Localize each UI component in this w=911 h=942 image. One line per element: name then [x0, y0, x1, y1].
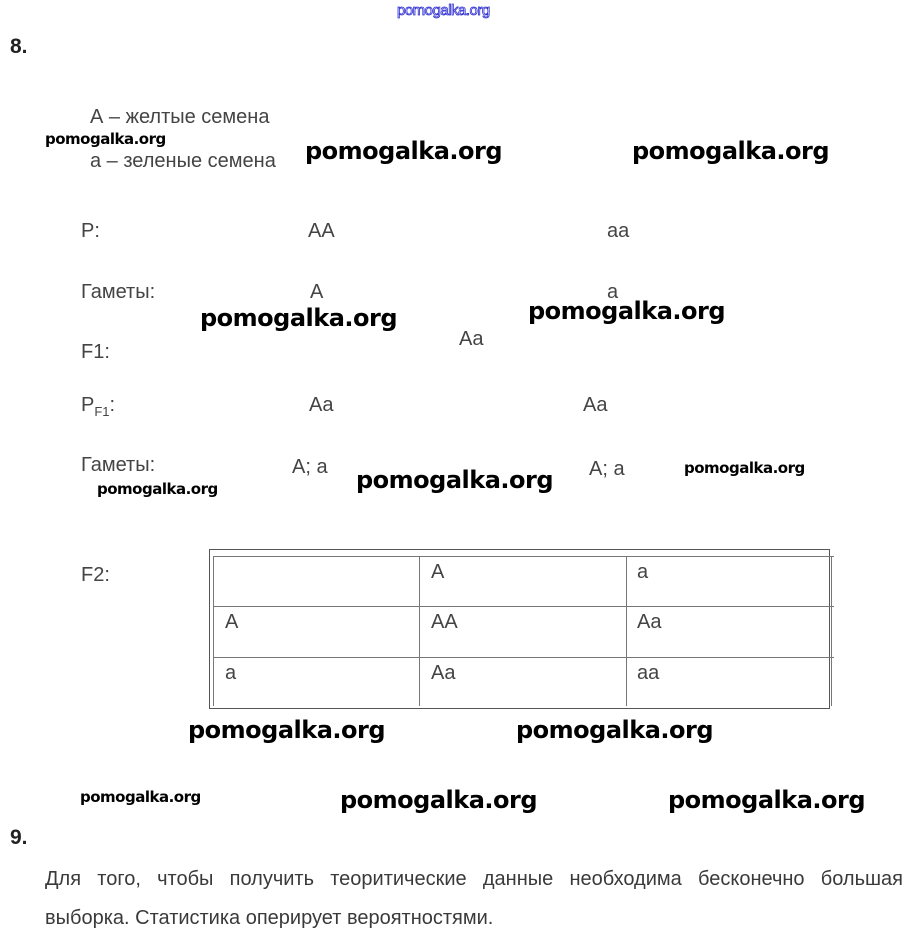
watermark: pomogalka.org: [45, 130, 166, 148]
gametes-label: Гаметы:: [81, 281, 156, 303]
gamete-left: A: [310, 281, 324, 303]
gametes2-label: Гаметы:: [81, 454, 156, 476]
watermark: pomogalka.org: [97, 480, 218, 498]
watermark: pomogalka.org: [188, 716, 386, 744]
punnett-row-header: a: [225, 662, 237, 684]
punnett-cell: Aa: [637, 611, 662, 633]
watermark: pomogalka.org: [305, 137, 503, 165]
watermark: pomogalka.org: [80, 788, 201, 806]
punnett-row-header: A: [225, 611, 239, 633]
punnett-header-cell: A: [431, 561, 445, 583]
parent-genotype-right: aa: [607, 220, 630, 242]
punnett-square: [209, 549, 830, 709]
punnett-cell: AA: [431, 611, 458, 633]
legend-dominant: А – желтые семена: [90, 106, 270, 128]
task-9-number: 9.: [10, 826, 28, 849]
pf1-genotype-left: Aa: [309, 394, 334, 416]
task-9-answer: Для того, чтобы получить теоритические данные необходима бесконечно большая выборка. Статистика оперирует вероятностями.: [45, 868, 903, 929]
watermark: pomogalka.org: [516, 716, 714, 744]
task-8-number: 8.: [10, 35, 28, 58]
parent-genotype-left: AA: [308, 220, 335, 242]
legend-recessive: а – зеленые семена: [90, 150, 276, 172]
watermark: pomogalka.org: [528, 297, 726, 325]
pf1-label: $P_{F1}$:: [81, 394, 116, 419]
f1-label: F1:: [81, 341, 110, 363]
pf1-genotype-right: Aa: [583, 394, 608, 416]
punnett-cell: aa: [637, 662, 660, 684]
f1-genotype: Aa: [459, 328, 484, 350]
gamete-right: a: [607, 281, 619, 303]
punnett-cell: Aa: [431, 662, 456, 684]
gametes2-left: A; a: [292, 456, 328, 478]
watermark: pomogalka.org: [340, 786, 538, 814]
punnett-header-cell: a: [637, 561, 649, 583]
watermark-top: pomogalka.org: [397, 2, 490, 19]
parents-label: P:: [81, 220, 100, 242]
f2-label: F2:: [81, 564, 110, 586]
watermark: pomogalka.org: [684, 459, 805, 477]
watermark: pomogalka.org: [668, 786, 866, 814]
watermark: pomogalka.org: [356, 466, 554, 494]
gametes2-right: A; a: [589, 458, 625, 480]
watermark: pomogalka.org: [200, 304, 398, 332]
watermark: pomogalka.org: [632, 137, 830, 165]
